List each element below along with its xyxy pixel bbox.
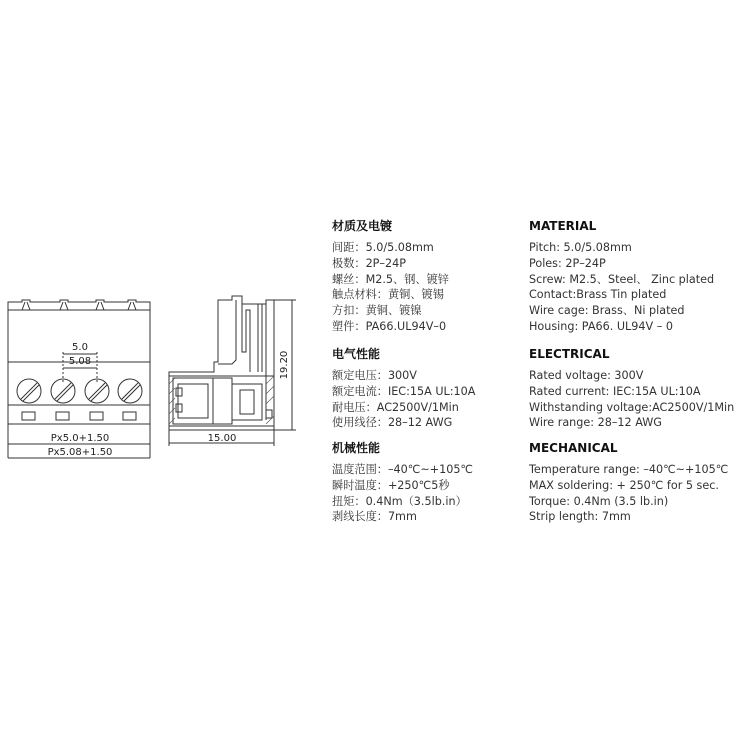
cn-material-line: 螺丝：M2.5、钢、镀锌 [332,272,449,286]
front-top-bumps [22,302,136,310]
dim-width-5: Px5.0+1.50 [50,433,110,444]
spec-column-en [529,218,751,524]
cn-material-section [332,218,449,335]
en-material-section [529,218,714,335]
en-electrical-line: Withstanding voltage:AC2500V/1Min [529,400,735,414]
dim-height: 19.20 [279,350,290,380]
spec-column-cn [332,218,512,524]
en-electrical-title: ELECTRICAL [529,347,610,361]
cn-material-line: 极数：2P–24P [332,256,407,270]
dim-width-508: Px5.08+1.50 [47,447,113,458]
en-mechanical-title: MECHANICAL [529,441,618,455]
cn-electrical-line: 额定电流：IEC:15A UL:10A [332,384,476,398]
en-mechanical-line: Temperature range: –40℃~+105℃ [529,463,729,476]
cn-electrical-line: 使用线径：28–12 AWG [332,416,453,430]
en-mechanical-section [529,440,728,525]
cn-material-line: 塑件：PA66.UL94V–0 [332,319,447,333]
side-hatching [169,376,274,424]
screw-4 [118,379,142,403]
en-electrical-line: Wire range: 28–12 AWG [529,416,662,430]
cn-material-line: 间距：5.0/5.08mm [332,241,434,254]
dim-pitch-508: 5.08 [68,356,92,367]
en-electrical-section [529,346,734,431]
cn-electrical-section [332,346,475,431]
side-pin-2 [176,404,182,412]
cn-material-line: 触点材料：黄铜、镀锡 [332,288,444,302]
cn-mechanical-line: 剥线长度：7mm [332,510,417,524]
front-body [8,310,150,424]
side-pin-3 [266,410,272,418]
en-material-line: Housing: PA66. UL94V – 0 [529,319,673,333]
en-mechanical-line: Strip length: 7mm [529,510,631,524]
en-electrical-line: Rated current: IEC:15A UL:10A [529,384,701,398]
wire-slot-4 [123,412,136,420]
screw-1 [17,379,41,403]
wire-slot-2 [56,412,69,420]
en-material-line: Screw: M2.5、Steel、 Zinc plated [529,272,715,286]
en-material-line: Wire cage: Brass、Ni plated [529,304,685,318]
side-cavity [173,378,213,424]
cn-electrical-line: 耐电压：AC2500V/1Min [332,400,459,414]
cn-mechanical-line: 温度范围：–40℃~+105℃ [332,463,473,476]
wire-slot-1 [22,412,35,420]
cn-material-title: 材质及电镀 [332,219,393,233]
side-clamp [213,378,262,424]
en-material-line: Pitch: 5.0/5.08mm [529,241,632,254]
screw-3 [85,379,109,403]
dim-depth: 15.00 [207,433,237,444]
cn-mechanical-section [332,440,473,525]
screw-2 [51,379,75,403]
en-mechanical-line: Torque: 0.4Nm (3.5 lb.in) [529,494,669,508]
en-mechanical-line: MAX soldering: + 250℃ for 5 sec. [529,478,719,492]
wire-slot-3 [90,412,103,420]
cn-electrical-title: 电气性能 [332,347,381,361]
cn-mechanical-line: 扭矩：0.4Nm（3.5lb.in） [332,494,467,508]
cn-mechanical-title: 机械性能 [332,441,381,455]
cn-material-line: 方扣：黄铜、镀镍 [332,304,422,318]
side-pin-1 [176,388,182,396]
en-electrical-line: Rated voltage: 300V [529,369,644,382]
dim-pitch-5: 5.0 [72,342,88,353]
side-lever [218,300,250,372]
side-view [169,296,296,446]
en-material-line: Contact:Brass Tin plated [529,288,667,302]
cn-electrical-line: 额定电压：300V [332,369,417,382]
cn-mechanical-line: 瞬时温度：+250℃5秒 [332,478,450,492]
en-material-line: Poles: 2P–24P [529,256,606,270]
en-material-title: MATERIAL [529,219,597,233]
